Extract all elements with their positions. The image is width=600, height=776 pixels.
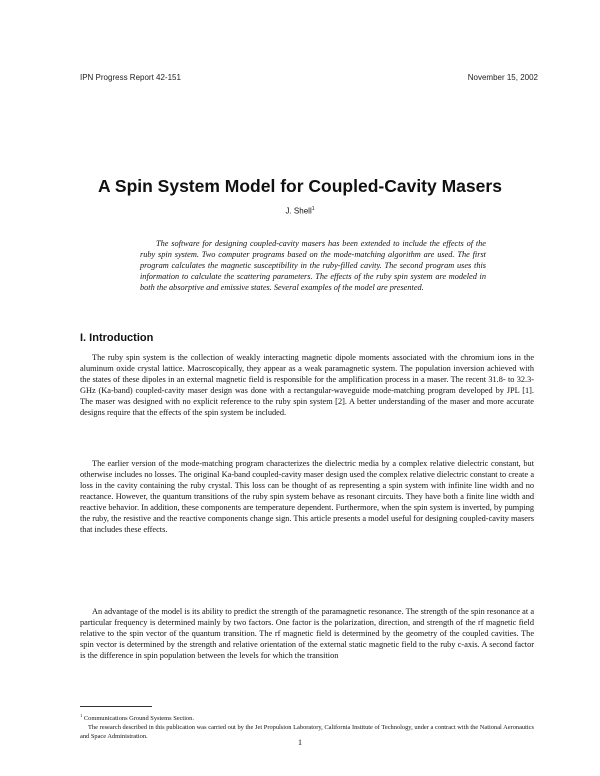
- body-paragraph-3: An advantage of the model is its ability to predict the strength of the paramagnetic resonance. The strength of the spin resonance at a particular frequency is determined mainly by two factors. One factor is the polarization, direction, and strength of the rf magnetic field relative to the spin vector of the quantum transition. The rf magnetic field is determined by the geometry of the coupled cavities. The spin vector is determined by the strength and relative orientation of the external static magnetic field to the ruby c-axis. A second factor is the difference in spin population between the levels for which the transition: [80, 607, 534, 661]
- paper-title: A Spin System Model for Coupled-Cavity Masers: [98, 176, 502, 196]
- footnote-acknowledgment: The research described in this publication was carried out by the Jet Propulsion Laboratory, California Institute of Technology, under a contract with the National Aeronautics and Space Administration.: [80, 724, 534, 740]
- body-paragraph-2: The earlier version of the mode-matching program characterizes the dielectric media by a complex relative dielectric constant, but otherwise includes no losses. The original Ka-band coupled-cavity maser design used the complex relative dielectric constant to create a loss in the cavity containing the ruby crystal. This loss can be thought of as representing a spin system with infinite line width and no reactance. However, the quantum transitions of the ruby spin system behave as resonant circuits. They have both a finite line width and reactive behavior. In addition, these components are temperature dependent. Furthermore, when the spin system is inverted, by pumping the ruby, the resistive and the reactive components change sign. This article presents a model useful for designing coupled-cavity masers that includes these effects.: [80, 459, 534, 535]
- footnote-rule: [80, 706, 152, 707]
- author-name: J. Shell: [285, 206, 312, 216]
- footnote-mark: 1: [80, 713, 83, 718]
- author-footnote-mark: 1: [311, 206, 315, 212]
- report-number: IPN Progress Report 42-151: [80, 73, 181, 82]
- footnote-affiliation: [80, 712, 534, 724]
- section-heading: I. Introduction: [80, 332, 154, 344]
- body-paragraph-1: The ruby spin system is the collection of weakly interacting magnetic dipole moments associated with the chromium ions in the aluminum oxide crystal lattice. Macroscopically, they appear as a weak paramagnetic system. The population inversion achieved with the states of these dipoles in an external magnetic field is responsible for the amplification process in a maser. The recent 31.8- to 32.3-GHz (Ka-band) coupled-cavity maser design was done with a rectangular-waveguide mode-matching program developed by JPL [1]. The maser was designed with no explicit reference to the ruby spin system [2]. A better understanding of the maser and more accurate designs require that the effects of the spin system be included.: [80, 353, 534, 418]
- abstract-text: The software for designing coupled-cavity masers has been extended to include the effects of the ruby spin system. Two computer programs based on the mode-matching algorithm are used. The first program calculates the magnetic susceptibility in the ruby-filled cavity. The second program uses this information to calculate the scattering parameters. The effects of the ruby spin system are modeled in both the absorptive and emissive states. Several examples of the model are presented.: [140, 239, 486, 293]
- page-number: 1: [298, 738, 302, 747]
- footnote-affiliation-text: Communications Ground Systems Section.: [83, 715, 194, 723]
- abstract: [140, 238, 486, 293]
- report-date: November 15, 2002: [467, 73, 538, 82]
- author-line: [0, 206, 600, 216]
